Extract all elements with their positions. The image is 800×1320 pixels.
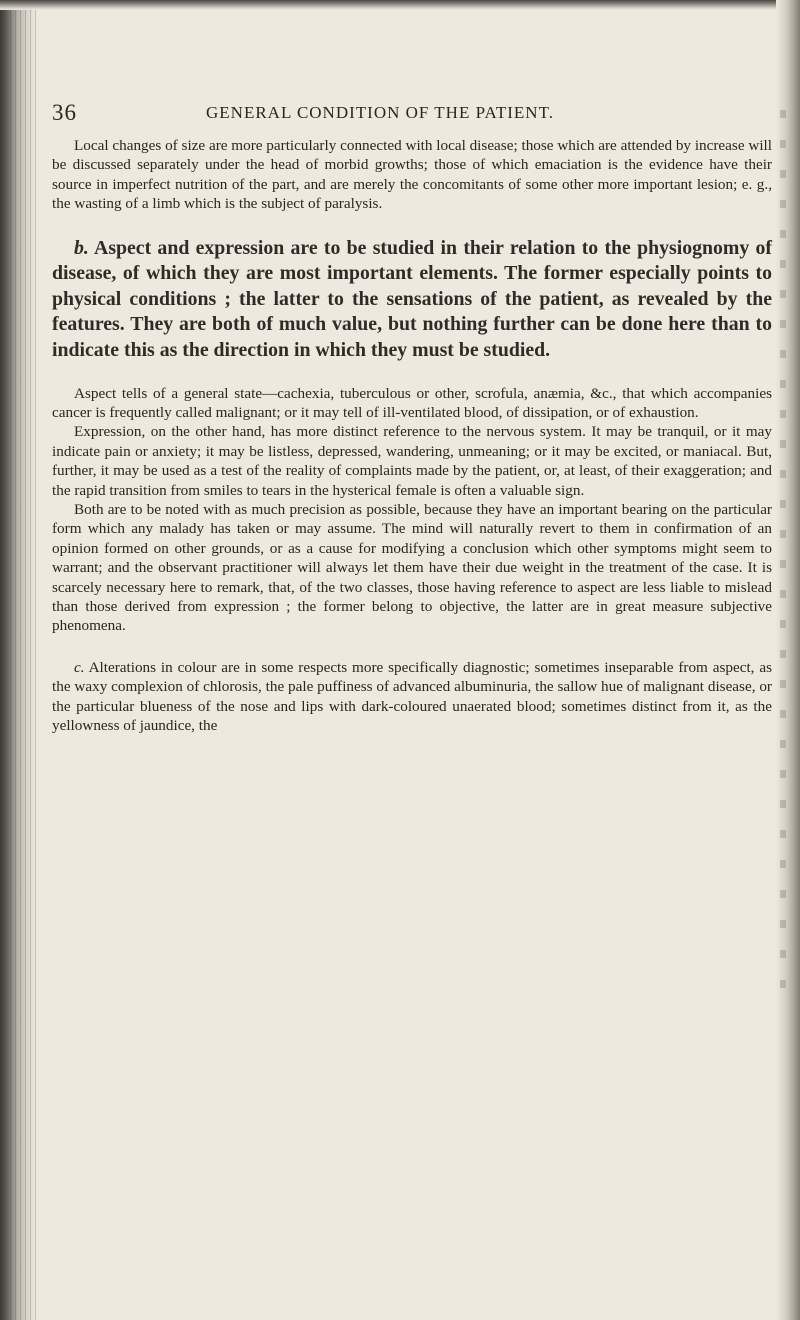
- book-page: [52, 100, 772, 736]
- page-stack-lines: [10, 0, 36, 1320]
- running-title: GENERAL CONDITION OF THE PATIENT.: [206, 103, 554, 122]
- paragraph-section-b: [52, 236, 772, 364]
- section-c-text: Alterations in colour are in some respects more specifically diagnostic; sometimes inseparable from aspect, as the waxy complexion of chlorosis, the pale puffiness of advanced albuminuria, the sallow hue of malignant disease, or the particular blueness of the nose and lips with dark-coloured unaerated blood; sometimes distinct from it, as the yellowness of jaundice, the: [52, 658, 772, 735]
- section-marker-c: c.: [74, 658, 85, 676]
- paragraph-aspect: Aspect tells of a general state—cachexia, tuberculous or other, scrofula, anæmia, &c., that which accompanies cancer is frequently called malignant; or it may tell of ill-ventilated blood, of dissipation, or of exhaustion.: [52, 384, 772, 421]
- paragraph-section-c: [52, 658, 772, 736]
- page-number: 36: [52, 100, 77, 125]
- page-header: [52, 100, 772, 136]
- section-marker-b: b.: [74, 236, 89, 259]
- paragraph-expression: Expression, on the other hand, has more distinct reference to the nervous system. It may be tranquil, or it may indicate pain or anxiety; it may be listless, depressed, wandering, unmeaning; or it may be excited, or maniacal. But, further, it may be used as a test of the reality of complaints made by the patient, or, at least, of their exaggeration; and the rapid transition from smiles to tears in the hysterical female is often a valuable sign.: [52, 423, 772, 499]
- paragraph-both: Both are to be noted with as much precision as possible, because they have an important bearing on the particular form which any malady has taken or may assume. The mind will naturally revert to them in confirmation of an opinion formed on other grounds, or as a cause for modifying a conclusion which other symptoms might seem to warrant; and the observant practitioner will always let them have their due weight in the treatment of the case. It is scarcely necessary here to remark, that, of the two classes, those having reference to aspect are less liable to mislead than those derived from expression ; the former belong to objective, the latter are in great measure subjective phenomena.: [52, 501, 772, 635]
- section-b-text: Aspect and expression are to be studied in their relation to the physiognomy of disease, of which they are most important elements. The former especially points to physical conditions ; the latter to the sensations of the patient, as revealed by the features. They are both of much value, but nothing further can be done here than to indicate this as the direction in which they must be studied.: [52, 236, 772, 361]
- right-margin-marks: [780, 110, 786, 1010]
- paragraph-local-changes: Local changes of size are more particularly connected with local disease; those which are attended by increase will be discussed separately under the head of morbid growths; those of which emaciation is the evidence have their source in imperfect nutrition of the part, and are merely the concomitants of some other more important lesion; e. g., the wasting of a limb which is the subject of paralysis.: [52, 137, 772, 213]
- top-page-edge: [0, 0, 800, 10]
